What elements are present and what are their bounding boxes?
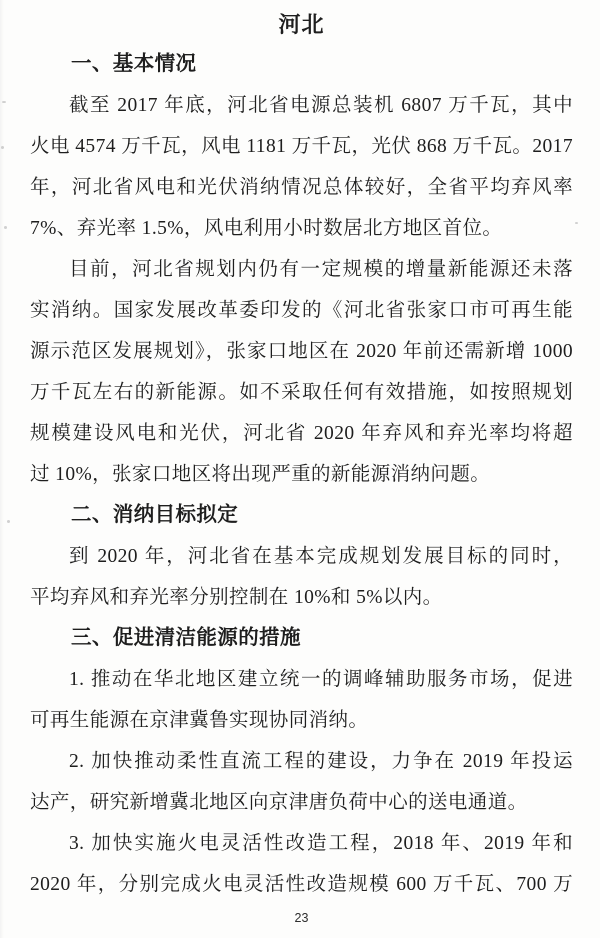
text-line: 平均弃风和弃光率分别控制在 10%和 5%以内。 <box>30 587 443 608</box>
text-line: 到 2020 年，河北省在基本完成规划发展目标的同时， <box>69 546 573 567</box>
section-heading: 一、基本情况 <box>71 53 197 75</box>
text-line: 万千瓦左右的新能源。如不采取任何有效措施，如按照规划 <box>30 382 573 403</box>
scan-speck <box>4 226 7 229</box>
text-line: 实消纳。国家发展改革委印发的《河北省张家口市可再生能 <box>30 300 573 321</box>
text-line: 1. 推动在华北地区建立统一的调峰辅助服务市场，促进 <box>69 669 573 690</box>
text-line: 年，河北省风电和光伏消纳情况总体较好，全省平均弃风率 <box>30 177 573 198</box>
section-heading: 三、促进清洁能源的措施 <box>71 627 301 649</box>
page-content <box>30 6 573 905</box>
text-line: 可再生能源在京津冀鲁实现协同消纳。 <box>30 710 369 731</box>
text-line: 达产，研究新增冀北地区向京津唐负荷中心的送电通道。 <box>30 792 528 813</box>
text-line: 火电 4574 万千瓦，风电 1181 万千瓦，光伏 868 万千瓦。2017 <box>30 136 573 157</box>
scan-speck <box>1 146 4 149</box>
text-line: 截至 2017 年底，河北省电源总装机 6807 万千瓦，其中 <box>69 95 573 116</box>
text-line: 源示范区发展规划》，张家口地区在 2020 年前还需新增 1000 <box>30 341 573 362</box>
text-line: 3. 加快实施火电灵活性改造工程，2018 年、2019 年和 <box>69 833 573 854</box>
text-line: 7%、弃光率 1.5%，风电利用小时数居北方地区首位。 <box>30 218 503 239</box>
page-number: 23 <box>294 911 309 925</box>
document-title: 河北 <box>278 12 325 37</box>
text-line: 规模建设风电和光伏，河北省 2020 年弃风和弃光率均将超 <box>30 423 573 444</box>
text-line: 过 10%，张家口地区将出现严重的新能源消纳问题。 <box>30 464 491 485</box>
scan-speck <box>2 101 6 103</box>
section-heading: 二、消纳目标拟定 <box>71 504 239 526</box>
scan-speck <box>7 520 10 523</box>
text-line: 2. 加快推动柔性直流工程的建设，力争在 2019 年投运 <box>69 751 573 772</box>
text-line: 2020 年，分别完成火电灵活性改造规模 600 万千瓦、700 万 <box>30 874 573 895</box>
scan-speck <box>575 222 578 224</box>
text-line: 目前，河北省规划内仍有一定规模的增量新能源还未落 <box>69 259 573 280</box>
